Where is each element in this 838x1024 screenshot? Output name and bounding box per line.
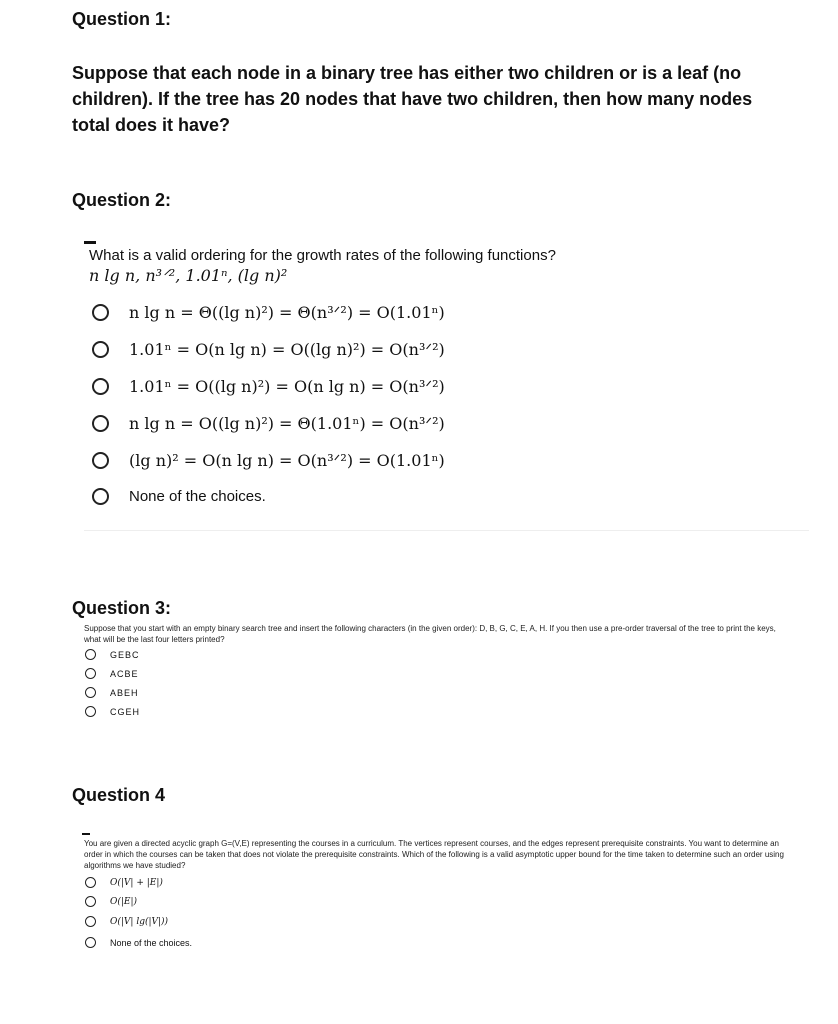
radio-button[interactable] [92,452,109,469]
option[interactable]: (lg n)² = O(n lg n) = O(n³ᐟ²) = O(1.01ⁿ) [92,451,445,470]
option[interactable]: ACBE [85,668,139,679]
radio-button[interactable] [85,649,96,660]
radio-button[interactable] [92,341,109,358]
question-2-functions: n lg n, n³ᐟ², 1.01ⁿ, (lg n)² [89,266,288,285]
option[interactable]: GEBC [85,649,140,660]
radio-button[interactable] [85,706,96,717]
radio-button[interactable] [92,304,109,321]
radio-button[interactable] [92,415,109,432]
radio-button[interactable] [85,668,96,679]
radio-button[interactable] [85,937,96,948]
question-1-body: Suppose that each node in a binary tree has either two children or is a leaf (no children). If the tree has 20 nodes that have two children, then how many nodes total does it have? [72,63,753,135]
option[interactable]: ABEH [85,687,139,698]
option[interactable]: n lg n = Θ((lg n)²) = Θ(n³ᐟ²) = O(1.01ⁿ) [92,303,445,322]
question-4-prompt: You are given a directed acyclic graph G=(V,E) representing the courses in a curriculum. The vertices represent courses, and the edges represent prerequisite constraints. You want to determine an order in which the courses can be taken that does not violate the prerequisite constraints. Which of the following is a valid asymptotic upper bound for the time taken to determine such an order using algorithms we have studied? [84,839,784,870]
radio-button[interactable] [85,916,96,927]
option[interactable]: O(|V| + |E|) [85,877,163,888]
dash-mark [82,833,90,835]
radio-button[interactable] [85,877,96,888]
question-4-title: Question 4 [72,785,166,805]
option[interactable]: None of the choices. [92,488,266,505]
option[interactable]: O(|E|) [85,896,137,907]
question-2-prompt: What is a valid ordering for the growth rates of the following functions? [89,247,556,264]
question-1-title: Question 1: [72,9,172,29]
option[interactable]: 1.01ⁿ = O((lg n)²) = O(n lg n) = O(n³ᐟ²) [92,377,445,396]
question-2-title: Question 2: [72,190,172,210]
option[interactable]: 1.01ⁿ = O(n lg n) = O((lg n)²) = O(n³ᐟ²) [92,340,445,359]
option[interactable]: None of the choices. [85,937,192,948]
radio-button[interactable] [85,896,96,907]
option[interactable]: O(|V| lg(|V|)) [85,916,168,927]
radio-button[interactable] [85,687,96,698]
radio-button[interactable] [92,488,109,505]
option[interactable]: CGEH [85,706,140,717]
dash-mark [84,241,96,244]
option[interactable]: n lg n = O((lg n)²) = Θ(1.01ⁿ) = O(n³ᐟ²) [92,414,445,433]
divider [84,530,809,531]
question-3-title: Question 3: [72,598,172,618]
radio-button[interactable] [92,378,109,395]
question-3-prompt: Suppose that you start with an empty binary search tree and insert the following characters (in the given order): D, B, G, C, E, A, H. If you then use a pre-order traversal of the tree to print the keys, what will be the last four letters printed? [84,624,776,644]
